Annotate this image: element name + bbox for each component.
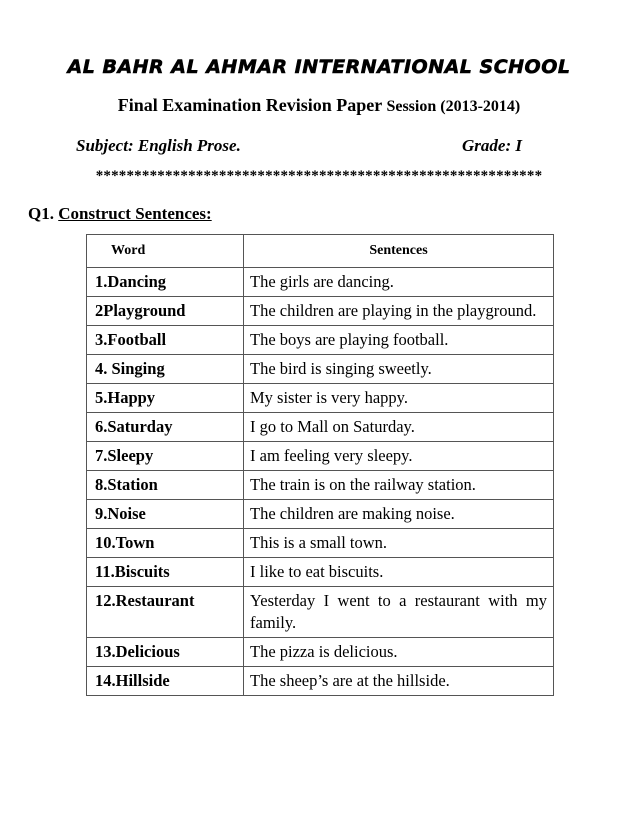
table-row <box>87 471 554 500</box>
table-row <box>87 529 554 558</box>
sentence-cell: I like to eat biscuits. <box>244 558 554 587</box>
table-row <box>87 587 554 638</box>
sentence-cell: The boys are playing football. <box>244 326 554 355</box>
word-cell: 7.Sleepy <box>87 442 244 471</box>
table-row <box>87 326 554 355</box>
sentence-cell: The children are making noise. <box>244 500 554 529</box>
sentence-cell: The children are playing in the playground. <box>244 297 554 326</box>
session-text: Session (2013-2014) <box>386 98 521 115</box>
sentence-cell: The bird is singing sweetly. <box>244 355 554 384</box>
sentence-cell: The train is on the railway station. <box>244 471 554 500</box>
table-row <box>87 500 554 529</box>
table-row <box>87 355 554 384</box>
sentence-cell: The sheep’s are at the hillside. <box>244 667 554 696</box>
column-header-sentences: Sentences <box>244 235 554 268</box>
table-row <box>87 413 554 442</box>
table-header-row <box>87 235 554 268</box>
sentence-cell: This is a small town. <box>244 529 554 558</box>
word-cell: 10.Town <box>87 529 244 558</box>
exam-title-text: Final Examination Revision Paper <box>117 95 382 115</box>
word-cell: 14.Hillside <box>87 667 244 696</box>
word-cell: 2Playground <box>87 297 244 326</box>
word-cell: 13.Delicious <box>87 638 244 667</box>
word-cell: 1.Dancing <box>87 268 244 297</box>
table-row <box>87 297 554 326</box>
sentence-cell: The pizza is delicious. <box>244 638 554 667</box>
word-cell: 8.Station <box>87 471 244 500</box>
sentence-cell: I am feeling very sleepy. <box>244 442 554 471</box>
sentence-cell: My sister is very happy. <box>244 384 554 413</box>
separator-line: ********************************************************** <box>95 168 543 184</box>
sentence-cell: The girls are dancing. <box>244 268 554 297</box>
table-row <box>87 442 554 471</box>
table-row <box>87 384 554 413</box>
table-row <box>87 667 554 696</box>
word-cell: 9.Noise <box>87 500 244 529</box>
sentence-table <box>86 234 554 696</box>
subject-label: Subject: English Prose. <box>76 136 241 155</box>
school-name: AL BAHR AL AHMAR INTERNATIONAL SCHOOL <box>67 56 571 78</box>
table-row <box>87 558 554 587</box>
exam-title <box>0 95 638 116</box>
table-row <box>87 268 554 297</box>
word-cell: 4. Singing <box>87 355 244 384</box>
grade-label: Grade: I <box>462 136 522 155</box>
sentence-cell: I go to Mall on Saturday. <box>244 413 554 442</box>
sentence-cell: Yesterday I went to a restaurant with my family. <box>244 587 554 638</box>
question-number: Q1. <box>28 204 54 223</box>
word-cell: 6.Saturday <box>87 413 244 442</box>
word-cell: 11.Biscuits <box>87 558 244 587</box>
question-title: Construct Sentences: <box>58 204 212 223</box>
table-row <box>87 638 554 667</box>
column-header-word: Word <box>87 235 244 268</box>
word-cell: 3.Football <box>87 326 244 355</box>
word-cell: 5.Happy <box>87 384 244 413</box>
word-cell: 12.Restaurant <box>87 587 244 638</box>
question-heading <box>28 204 212 224</box>
